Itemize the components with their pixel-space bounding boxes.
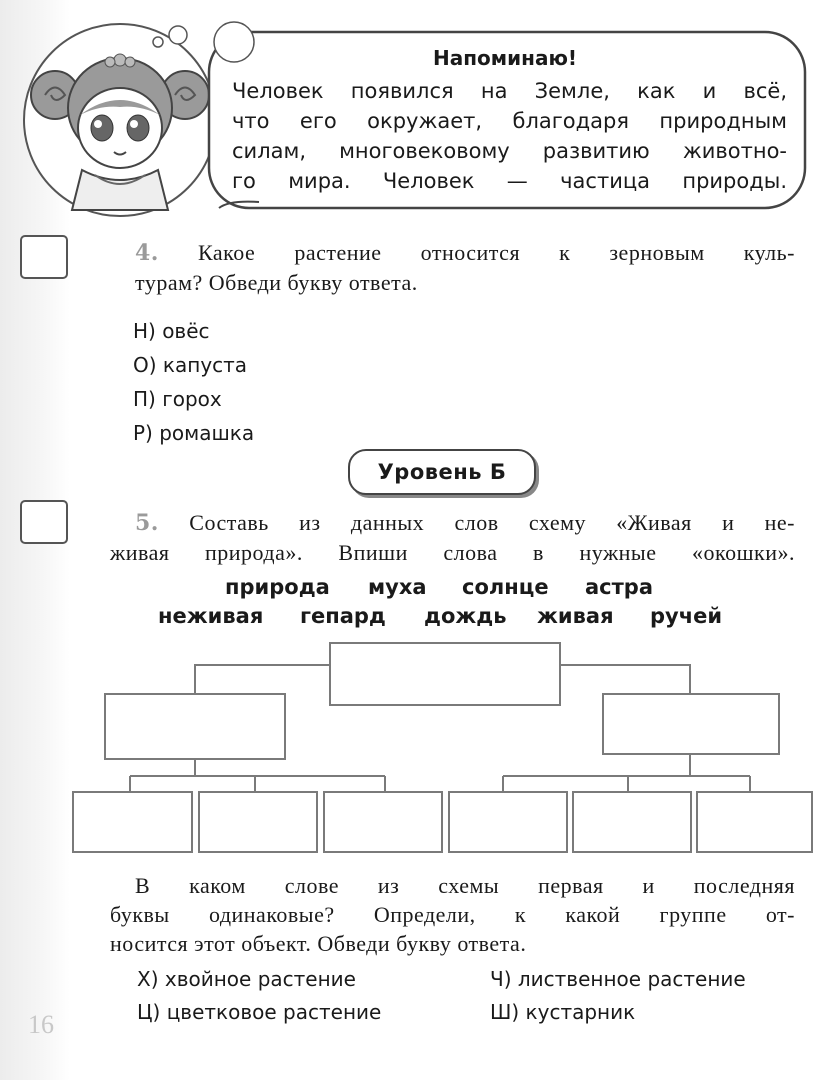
word-bank-item: живая bbox=[537, 604, 614, 628]
answer-option[interactable]: О) капуста bbox=[133, 353, 248, 377]
answer-option[interactable]: П) горох bbox=[133, 387, 222, 411]
reminder-line: силам, многовековому развитию животно- bbox=[232, 139, 787, 163]
answer-option[interactable]: Ч) лиственное растение bbox=[490, 967, 746, 991]
followup-text-line2: буквы одинаковые? Определи, к какой группе от- bbox=[110, 902, 795, 927]
reminder-title: Напоминаю! bbox=[432, 46, 578, 70]
question-5-number: 5. bbox=[135, 510, 159, 536]
scheme-box-root[interactable] bbox=[329, 642, 561, 706]
answer-option[interactable]: Х) хвойное растение bbox=[137, 967, 356, 991]
scheme-box-leaf[interactable] bbox=[448, 791, 568, 853]
word-bank-item: астра bbox=[585, 575, 653, 599]
word-bank-item: дождь bbox=[424, 604, 507, 628]
followup-text-line3: носится этот объект. Обведи букву ответа. bbox=[110, 931, 527, 956]
question-4-text-line1: 4. Какое растение относится к зерновым куль- bbox=[135, 240, 795, 266]
answer-option[interactable]: Ц) цветковое растение bbox=[137, 1000, 382, 1024]
scheme-box-leaf[interactable] bbox=[572, 791, 692, 853]
scheme-box-leaf[interactable] bbox=[696, 791, 813, 853]
scheme-box-leaf[interactable] bbox=[323, 791, 443, 853]
answer-option[interactable]: Р) ромашка bbox=[133, 421, 255, 445]
scheme-box-leaf[interactable] bbox=[198, 791, 318, 853]
word-bank-item: природа bbox=[225, 575, 330, 599]
question-5-text-line2: живая природа». Впиши слова в нужные «окошки». bbox=[110, 540, 795, 565]
reminder-line: что его окружает, благодаря природным bbox=[232, 109, 787, 133]
bubble-dots-icon bbox=[150, 20, 210, 60]
page-number: 16 bbox=[28, 1010, 54, 1039]
word-bank-item: солнце bbox=[462, 575, 549, 599]
reminder-line: го мира. Человек — частица природы. bbox=[232, 169, 787, 193]
word-bank-item: гепард bbox=[300, 604, 386, 628]
question-5-text-line1: 5. Составь из данных слов схему «Живая и не- bbox=[135, 510, 795, 536]
scheme-box-left[interactable] bbox=[104, 693, 286, 760]
scheme-box-right[interactable] bbox=[602, 693, 780, 755]
question-4-number: 4. bbox=[135, 240, 159, 266]
question-4-checkbox[interactable] bbox=[20, 235, 68, 279]
question-5-checkbox[interactable] bbox=[20, 500, 68, 544]
reminder-line: Человек появился на Земле, как и всё, bbox=[232, 79, 787, 103]
question-4-text-line2: турам? Обведи букву ответа. bbox=[135, 270, 418, 295]
level-badge: Уровень Б bbox=[348, 449, 536, 495]
word-bank-item: неживая bbox=[158, 604, 264, 628]
word-bank-item: муха bbox=[368, 575, 427, 599]
scheme-box-leaf[interactable] bbox=[72, 791, 193, 853]
word-bank-item: ручей bbox=[650, 604, 723, 628]
answer-option[interactable]: Н) овёс bbox=[133, 319, 210, 343]
answer-option[interactable]: Ш) кустарник bbox=[490, 1000, 636, 1024]
followup-text-line1: В каком слове из схемы первая и последняя bbox=[135, 873, 795, 898]
